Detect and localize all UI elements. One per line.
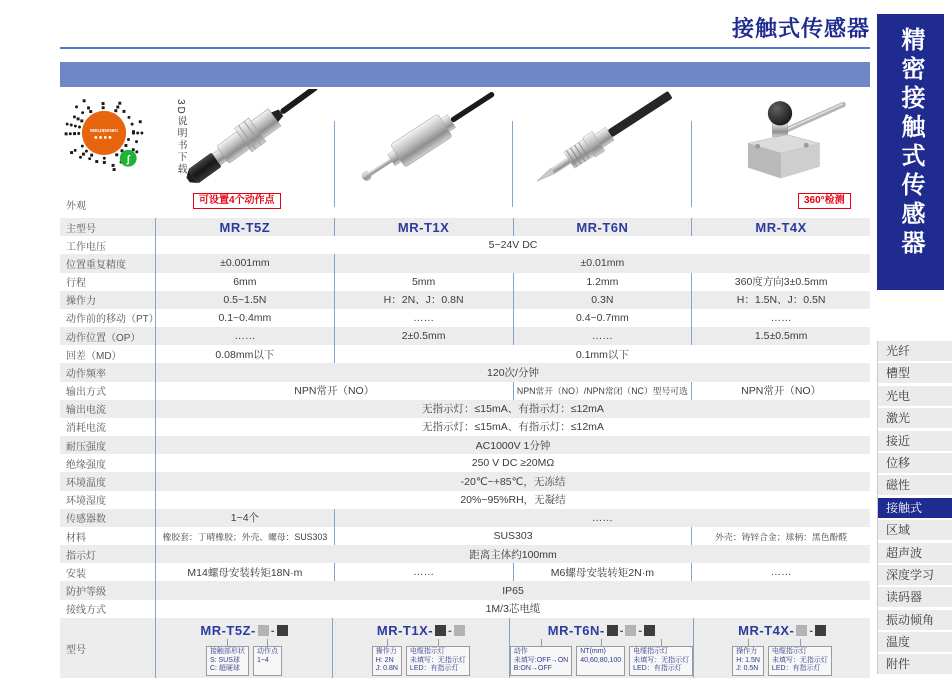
spec-cell: ±0.01mm (334, 254, 870, 272)
callout-line: H: 2N (375, 656, 394, 664)
spec-cell: 20%~95%RH，无凝结 (155, 491, 870, 509)
annotation-multi-setpoint: 可设置4个动作点 (193, 193, 281, 209)
callout-line: 操作力 (375, 648, 397, 655)
spec-cell: 0.4~0.7mm (513, 309, 692, 327)
callout-line: 电缆指示灯 (771, 648, 807, 655)
callout-line: B:ON→OFF (513, 665, 552, 673)
model-callouts (156, 646, 332, 676)
sensor-image-mr-t5z (159, 89, 329, 191)
spec-cell: MR-T5Z (155, 218, 334, 236)
row-label: 输出电流 (66, 405, 106, 417)
callout-line: 1~4 (256, 656, 269, 664)
row-label: 行程 (66, 278, 86, 290)
spec-cell: 无指示灯：≤15mA、有指示灯：≤12mA (155, 400, 870, 418)
model-code (510, 623, 693, 638)
callout-line: 接触部形状 (209, 648, 245, 655)
spec-row (60, 581, 870, 599)
sidebar-item-激光[interactable]: 激光 (878, 408, 952, 428)
spec-cell: 120次/分钟 (155, 363, 870, 381)
spec-row (60, 254, 870, 272)
model-callout (206, 646, 249, 676)
model-cell (509, 618, 693, 678)
sidebar-item-位移[interactable]: 位移 (878, 453, 952, 473)
spec-row (60, 509, 870, 527)
header-rule (60, 47, 870, 49)
spec-cell: 0.5~1.5N (155, 291, 334, 309)
row-label: 动作位置（OP） (66, 332, 141, 344)
spec-cell: M14螺母安装转矩18N·m (155, 563, 334, 581)
model-number-row (60, 618, 870, 678)
callout-line: C: 超硬球 (209, 665, 240, 673)
model-callout (253, 646, 282, 676)
model-code-square (454, 625, 465, 636)
sidebar-item-磁性[interactable]: 磁性 (878, 475, 952, 495)
callout-line: J: 0.8N (375, 665, 398, 673)
row-label: 耐压强度 (66, 441, 106, 453)
row-label: 材料 (66, 532, 86, 544)
spec-row (60, 218, 870, 236)
model-prefix: MR-T1X- (376, 623, 434, 638)
spec-cell: 6mm (155, 273, 334, 291)
spec-cell: 5~24V DC (155, 236, 870, 254)
sidebar-item-温度[interactable]: 温度 (878, 632, 952, 652)
spec-cell: …… (334, 509, 870, 527)
model-callout (510, 646, 572, 676)
sidebar-item-深度学习[interactable]: 深度学习 (878, 565, 952, 585)
callout-line: 操作力 (736, 648, 758, 655)
row-label: 工作电压 (66, 241, 106, 253)
model-code (694, 623, 870, 638)
callout-line: J: 0.5N (736, 665, 759, 673)
spec-cell: M6螺母安装转矩2N·m (513, 563, 692, 581)
spec-row (60, 400, 870, 418)
qr-brand-text: MEIJIDENKI (90, 128, 118, 134)
spec-row (60, 491, 870, 509)
row-label: 环境湿度 (66, 496, 106, 508)
model-code-dash: - (619, 624, 624, 637)
model-callouts (333, 646, 509, 676)
callout-line: S: SUS球 (209, 656, 240, 664)
spec-cell: 1~4个 (155, 509, 334, 527)
row-label: 输出方式 (66, 387, 106, 399)
model-callout (372, 646, 402, 676)
callout-line: LED：有指示灯 (633, 665, 682, 673)
model-cell (155, 618, 332, 678)
row-label: 指示灯 (66, 550, 96, 562)
spec-cell: …… (334, 563, 513, 581)
spec-table (60, 218, 870, 618)
model-code (333, 623, 509, 638)
sidebar-item-接触式[interactable]: 接触式 (878, 498, 952, 518)
model-code-dash: - (448, 624, 452, 637)
spec-cell: 0.3N (513, 291, 692, 309)
row-label: 消耗电流 (66, 423, 106, 435)
callout-line: 未填写：无指示灯 (633, 656, 690, 664)
model-code-square (796, 625, 807, 636)
spec-cell: 360度方向3±0.5mm (691, 273, 870, 291)
sidebar-item-附件[interactable]: 附件 (878, 654, 952, 674)
sidebar-item-超声波[interactable]: 超声波 (878, 543, 952, 563)
model-callouts (694, 646, 870, 676)
qr-code (64, 93, 144, 173)
callout-line: 未填写：无指示灯 (409, 656, 466, 664)
model-code-dash: - (638, 624, 643, 637)
spec-cell: 外壳：铸锌合金；球柄：黑色酚醛 (691, 527, 870, 545)
model-code-square (435, 625, 446, 636)
model-code-dash: - (270, 624, 275, 637)
model-prefix: MR-T6N- (547, 623, 605, 638)
spec-cell: 1.2mm (513, 273, 692, 291)
page-title: 接触式传感器 (731, 16, 870, 41)
model-prefix: MR-T4X- (738, 623, 795, 638)
callout-line: 未填写：无指示灯 (771, 656, 828, 664)
spec-row (60, 472, 870, 490)
callout-line: 未填写:OFF→ON (513, 656, 569, 664)
spec-cell: MR-T1X (334, 218, 513, 236)
model-callout (768, 646, 832, 676)
spec-cell: IP65 (155, 581, 870, 599)
model-cell (332, 618, 509, 678)
spec-cell: …… (334, 309, 513, 327)
model-callout (576, 646, 625, 676)
annotation-360-detect: 360°检测 (798, 193, 851, 209)
spec-row (60, 345, 870, 363)
callout-line: 动作 (513, 648, 528, 655)
row-label: 动作前的移动（PT） (66, 314, 159, 326)
spec-cell: 橡胶套：丁晴橡胶；外壳、螺母：SUS303 (155, 527, 334, 545)
model-code-square (625, 625, 636, 636)
header-band (60, 62, 870, 87)
spec-cell: 250 V DC ≥20MΩ (155, 454, 870, 472)
sidebar-menu (877, 341, 952, 674)
spec-cell: SUS303 (334, 527, 692, 545)
callout-line: 电缆指示灯 (633, 648, 669, 655)
row-label: 安装 (66, 568, 86, 580)
spec-cell: 0.08mm以下 (155, 345, 334, 363)
svg-text:ʃ: ʃ (126, 153, 130, 166)
spec-cell: MR-T4X (691, 218, 870, 236)
spec-cell: …… (691, 563, 870, 581)
spec-cell: …… (513, 327, 692, 345)
spec-cell: …… (691, 309, 870, 327)
sidebar-item-光电[interactable]: 光电 (878, 386, 952, 406)
sidebar-item-光纤[interactable]: 光纤 (878, 341, 952, 361)
sidebar-item-区域[interactable]: 区域 (878, 520, 952, 540)
spec-row (60, 363, 870, 381)
model-code (156, 623, 332, 638)
model-code-dash: - (809, 624, 813, 637)
callout-line: 40,60,80,100 (580, 656, 622, 664)
column-divider (334, 121, 335, 207)
row-label: 传感器数 (66, 514, 106, 526)
spec-row (60, 454, 870, 472)
spec-cell: 0.1mm以下 (334, 345, 870, 363)
qr-caption: 3D说明书下载 (175, 99, 186, 176)
model-code-square (644, 625, 655, 636)
callout-line: NT(mm) (580, 648, 606, 655)
spec-cell: ±0.001mm (155, 254, 334, 272)
spec-row (60, 291, 870, 309)
model-callout (629, 646, 693, 676)
model-code-square (258, 625, 269, 636)
spec-cell: NPN常开（NO） (691, 382, 870, 400)
spec-cell: 0.1~0.4mm (155, 309, 334, 327)
row-label: 动作频率 (66, 368, 106, 380)
row-label-appearance: 外观 (66, 201, 86, 212)
spec-cell: 1M/3芯电缆 (155, 600, 870, 618)
row-label: 主型号 (66, 223, 96, 235)
spec-cell: 距离主体约100mm (155, 545, 870, 563)
model-callout (732, 646, 764, 676)
callout-line: H: 1.5N (736, 656, 760, 664)
spec-cell: 2±0.5mm (334, 327, 513, 345)
spec-cell: H：2N、J：0.8N (334, 291, 513, 309)
model-prefix: MR-T5Z- (200, 623, 256, 638)
model-callout (406, 646, 470, 676)
row-label: 位置重复精度 (66, 259, 126, 271)
spec-row (60, 273, 870, 291)
spec-cell: MR-T6N (513, 218, 692, 236)
sensor-image-mr-t6n (516, 89, 686, 191)
row-label-model: 型号 (66, 644, 86, 656)
model-code-square (277, 625, 288, 636)
spec-cell: 1.5±0.5mm (691, 327, 870, 345)
spec-row (60, 418, 870, 436)
spec-cell: -20℃~+85℃，无冻结 (155, 472, 870, 490)
spec-cell: H：1.5N、J：0.5N (691, 291, 870, 309)
row-label: 绝缘强度 (66, 459, 106, 471)
sidebar-title-box (877, 14, 944, 290)
sensor-image-mr-t1x (338, 89, 508, 191)
sensor-image-mr-t4x (695, 89, 865, 191)
spec-cell: 5mm (334, 273, 513, 291)
row-label: 环境温度 (66, 477, 106, 489)
sidebar-item-读码器[interactable]: 读码器 (878, 587, 952, 607)
column-divider (512, 121, 513, 207)
spec-row (60, 545, 870, 563)
sidebar-vertical-title: 精密接触式传感器 (897, 27, 924, 259)
spec-cell: NPN常开（NO）/NPN常闭（NC）型号可选 (513, 382, 692, 400)
callout-line: LED：有指示灯 (771, 665, 821, 673)
spec-cell: NPN常开（NO） (155, 382, 513, 400)
row-label: 操作力 (66, 296, 96, 308)
model-code-square (815, 625, 826, 636)
row-label: 防护等级 (66, 587, 106, 599)
spec-cell: 无指示灯：≤15mA、有指示灯：≤12mA (155, 418, 870, 436)
sidebar-item-振动倾角[interactable]: 振动倾角 (878, 610, 952, 630)
spec-row (60, 527, 870, 545)
appearance-row (60, 87, 870, 218)
sidebar-item-槽型[interactable]: 槽型 (878, 363, 952, 383)
spec-row (60, 236, 870, 254)
spec-row (60, 309, 870, 327)
row-label: 回差（MD） (66, 350, 122, 362)
model-cell (693, 618, 870, 678)
callout-line: 动作点 (256, 648, 278, 655)
model-code-square (607, 625, 618, 636)
spec-row (60, 327, 870, 345)
spec-cell: AC1000V 1分钟 (155, 436, 870, 454)
sidebar-item-接近[interactable]: 接近 (878, 431, 952, 451)
spec-row (60, 436, 870, 454)
spec-cell: …… (155, 327, 334, 345)
spec-row (60, 600, 870, 618)
spec-row (60, 382, 870, 400)
column-divider (691, 121, 692, 207)
callout-line: LED：有指示灯 (409, 665, 459, 673)
row-label: 接线方式 (66, 605, 106, 617)
spec-row (60, 563, 870, 581)
model-callouts (510, 646, 693, 676)
callout-line: 电缆指示灯 (409, 648, 445, 655)
